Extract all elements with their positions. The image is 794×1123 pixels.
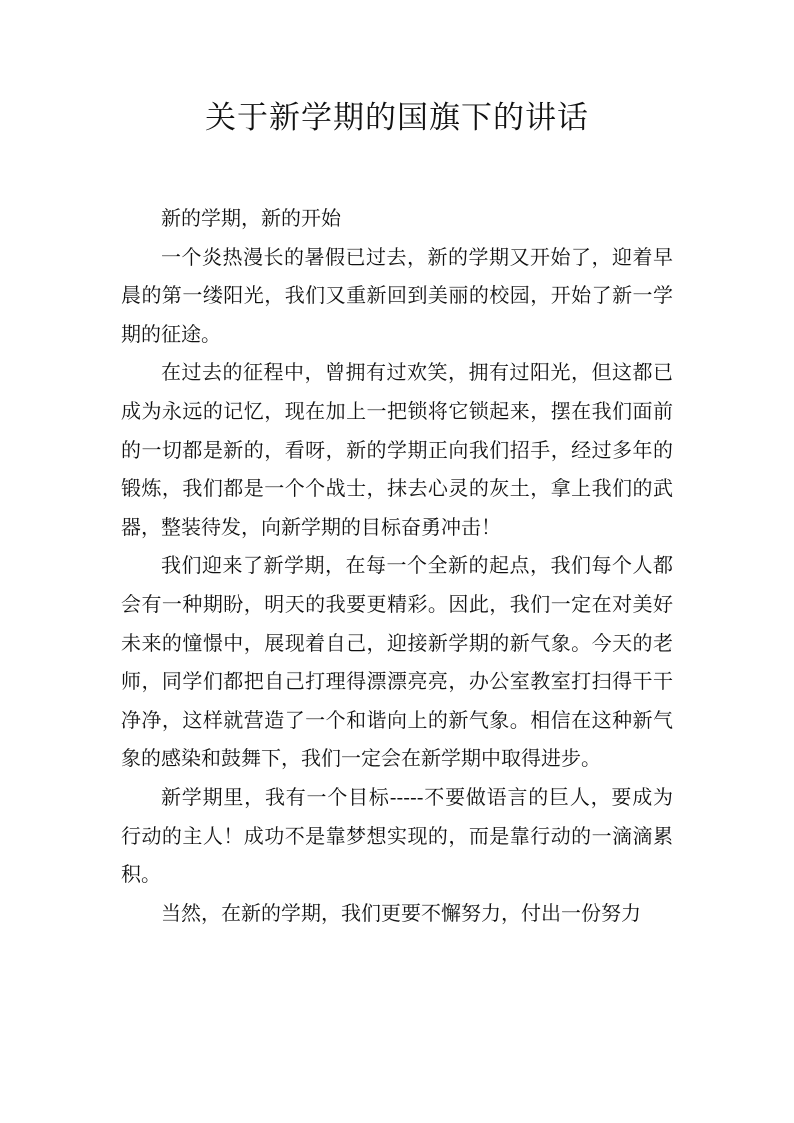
paragraph: 当然，在新的学期，我们更要不懈努力，付出一份努力 [161,900,641,925]
paragraph: 在过去的征程中，曾拥有过欢笑，拥有过阳光，但这都已成为永远的记忆，现在加上一把锁将它锁起来，摆在我们面前的一切都是新的，看呀，新的学期正向我们招手，经过多年的锻炼，我们都是一个个战士，抹去心灵的灰土，拿上我们的武器，整装待发，向新学期的目标奋勇冲击！ [121,360,673,539]
paragraph: 我们迎来了新学期，在每一个全新的起点，我们每个人都会有一种期盼，明天的我要更精彩。因此，我们一定在对美好未来的憧憬中，展现着自己，迎接新学期的新气象。今天的老师，同学们都把自己打理得漂漂亮亮，办公室教室打扫得干干净净，这样就营造了一个和谐向上的新气象。相信在这种新气象的感染和鼓舞下，我们一定会在新学期中取得进步。 [121,553,673,771]
document-body [121,199,673,932]
paragraph: 新学期里，我有一个目标-----不要做语言的巨人，要成为行动的主人！成功不是靠梦想实现的，而是靠行动的一滴滴累积。 [121,784,673,887]
paragraph: 一个炎热漫长的暑假已过去，新的学期又开始了，迎着早晨的第一缕阳光，我们又重新回到美丽的校园，开始了新一学期的征途。 [121,244,673,346]
document-title: 关于新学期的国旗下的讲话 [205,100,589,136]
paragraph-subtitle: 新的学期，新的开始 [161,206,341,230]
